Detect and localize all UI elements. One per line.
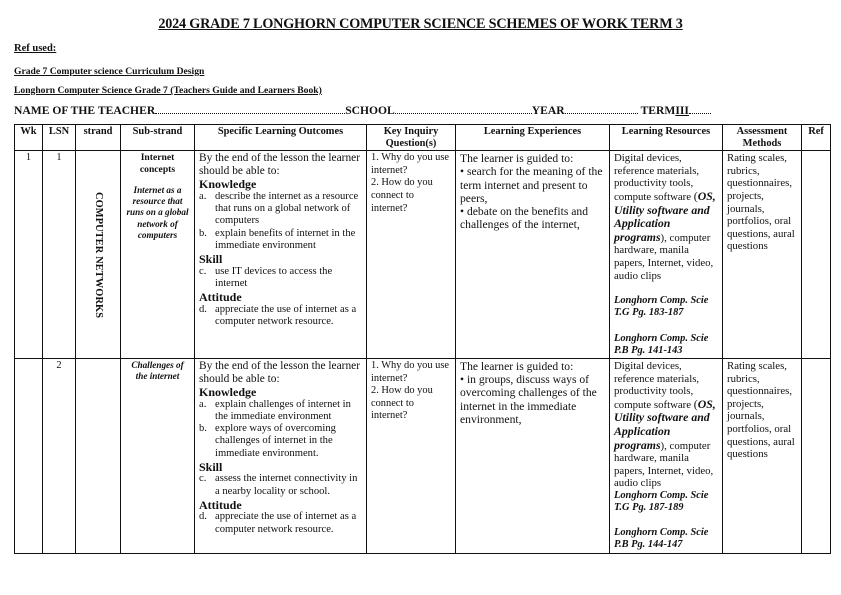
cell-strand <box>76 151 121 359</box>
header-sub-strand: Sub-strand <box>121 125 195 151</box>
term-label: TERM <box>640 104 676 117</box>
year-label: YEAR <box>531 104 565 117</box>
cell-sub-strand <box>121 358 195 553</box>
teacher-label: NAME OF THE TEACHER <box>14 104 156 117</box>
ref-used-label: Ref used: <box>14 43 57 54</box>
outcome-item: a. explain challenges of internet in the immediate environment <box>199 398 351 422</box>
pupils-book-ref: Longhorn Comp. Scie P.B Pg. 141-143 <box>614 332 709 356</box>
term-field[interactable] <box>689 103 711 114</box>
cell-strand <box>76 358 121 553</box>
experiences-intro: The learner is guided to: <box>460 152 574 166</box>
header-resources: Learning Resources <box>610 125 723 151</box>
cell-sub-strand <box>121 151 195 359</box>
knowledge-heading: Knowledge <box>199 385 257 400</box>
cell-ref <box>802 151 831 359</box>
cell-wk <box>15 358 43 553</box>
outcome-item: d. appreciate the use of internet as a computer network resource. <box>199 303 357 327</box>
header-outcomes: Specific Learning Outcomes <box>195 125 367 151</box>
reference-longhorn-books: Longhorn Computer Science Grade 7 (Teachers Guide and Learners Book) <box>14 85 322 96</box>
cell-wk: 1 <box>15 151 43 359</box>
teacher-name-field[interactable] <box>155 103 345 114</box>
cell-resources <box>610 151 723 359</box>
cell-ref <box>802 358 831 553</box>
header-assessment: Assessment Methods <box>723 125 802 151</box>
header-ref: Ref <box>802 125 831 151</box>
cell-questions <box>367 151 456 359</box>
document-title: 2024 GRADE 7 LONGHORN COMPUTER SCIENCE SCHEMES OF WORK TERM 3 <box>158 16 683 32</box>
sub-strand-detail: Internet as a resource that runs on a global network of computers <box>126 185 189 240</box>
sub-strand-detail: Challenges of the internet <box>131 359 184 382</box>
skill-heading: Skill <box>199 251 223 266</box>
question-item: 2. How do you connect to internet? <box>371 385 433 422</box>
cell-outcomes <box>195 151 367 359</box>
resources-list: Digital devices, reference materials, productivity tools, compute software (OS, Utility software and Application programs), computer hardware, manila papers, Internet, video, audio clips <box>614 152 716 282</box>
header-wk: Wk <box>15 125 43 151</box>
outcome-item: d. appreciate the use of internet as a computer network resource. <box>199 511 357 535</box>
resources-list: Digital devices, reference materials, productivity tools, compute software (OS, Utility software and Application programs), computer hardware, manila papers, Internet, video, audio clips <box>614 359 716 490</box>
cell-experiences <box>456 358 610 553</box>
knowledge-heading: Knowledge <box>199 177 257 192</box>
experience-item: • in groups, discuss ways of overcoming challenges of the internet in the immediate environment, <box>460 373 597 426</box>
table-row <box>15 358 831 553</box>
cell-outcomes <box>195 358 367 553</box>
software-types: OS, Utility software and Application programs <box>614 188 716 244</box>
cell-assessment: Rating scales, rubrics, questionnaires, projects, journals, portfolios, oral questions, aural questions <box>723 151 802 359</box>
cell-lsn: 1 <box>43 151 76 359</box>
schemes-of-work-table <box>14 124 831 554</box>
outcomes-intro: By the end of the lesson the learner should be able to: <box>199 359 360 385</box>
question-item: 2. How do you connect to internet? <box>371 177 433 214</box>
pupils-book-ref: Longhorn Comp. Scie P.B Pg. 144-147 <box>614 527 709 551</box>
header-experiences: Learning Experiences <box>456 125 610 151</box>
skill-heading: Skill <box>199 459 223 474</box>
cell-resources <box>610 358 723 553</box>
teachers-guide-ref: Longhorn Comp. Scie T.G Pg. 183-187 <box>614 295 709 319</box>
table-header-row <box>15 125 831 151</box>
cell-lsn: 2 <box>43 358 76 553</box>
attitude-heading: Attitude <box>199 289 242 304</box>
school-label: SCHOOL <box>345 104 395 117</box>
outcome-item: b. explain benefits of internet in the immediate environment <box>199 227 356 251</box>
header-questions: Key Inquiry Question(s) <box>367 125 456 151</box>
cell-assessment: Rating scales, rubrics, questionnaires, projects, journals, portfolios, oral questions, aural questions <box>723 358 802 553</box>
strand-label: COMPUTER NETWORKS <box>93 192 105 319</box>
experience-item: • debate on the benefits and challenges of the internet, <box>460 205 589 232</box>
outcomes-intro: By the end of the lesson the learner should be able to: <box>199 152 360 177</box>
experience-item: • search for the meaning of the term internet and present to peers, <box>460 165 603 205</box>
header-lsn: LSN <box>43 125 76 151</box>
software-types: OS, Utility software and Application programs <box>614 396 716 452</box>
teachers-guide-ref: Longhorn Comp. Scie T.G Pg. 187-189 <box>614 489 709 514</box>
outcome-item: a. describe the internet as a resource that runs on a global network of computers <box>199 190 359 227</box>
term-value: III <box>675 104 689 117</box>
outcome-item: c. use IT devices to access the internet <box>199 265 333 289</box>
question-item: 1. Why do you use internet? <box>371 359 450 384</box>
reference-curriculum-design: Grade 7 Computer science Curriculum Design <box>14 66 205 77</box>
sub-strand-title: Internet concepts <box>139 152 176 175</box>
outcome-item: c. assess the internet connectivity in a nearby locality or school. <box>199 473 358 497</box>
school-name-field[interactable] <box>395 103 532 114</box>
cell-experiences <box>456 151 610 359</box>
outcome-item: b. explore ways of overcoming challenges of internet in the immediate environment. <box>199 423 336 459</box>
header-strand: strand <box>76 125 121 151</box>
cell-questions <box>367 358 456 553</box>
attitude-heading: Attitude <box>199 497 242 512</box>
table-row <box>15 151 831 359</box>
question-item: 1. Why do you use internet? <box>371 152 450 176</box>
year-field[interactable] <box>565 103 638 114</box>
teacher-info-line <box>14 103 711 117</box>
experiences-intro: The learner is guided to: <box>460 359 574 373</box>
